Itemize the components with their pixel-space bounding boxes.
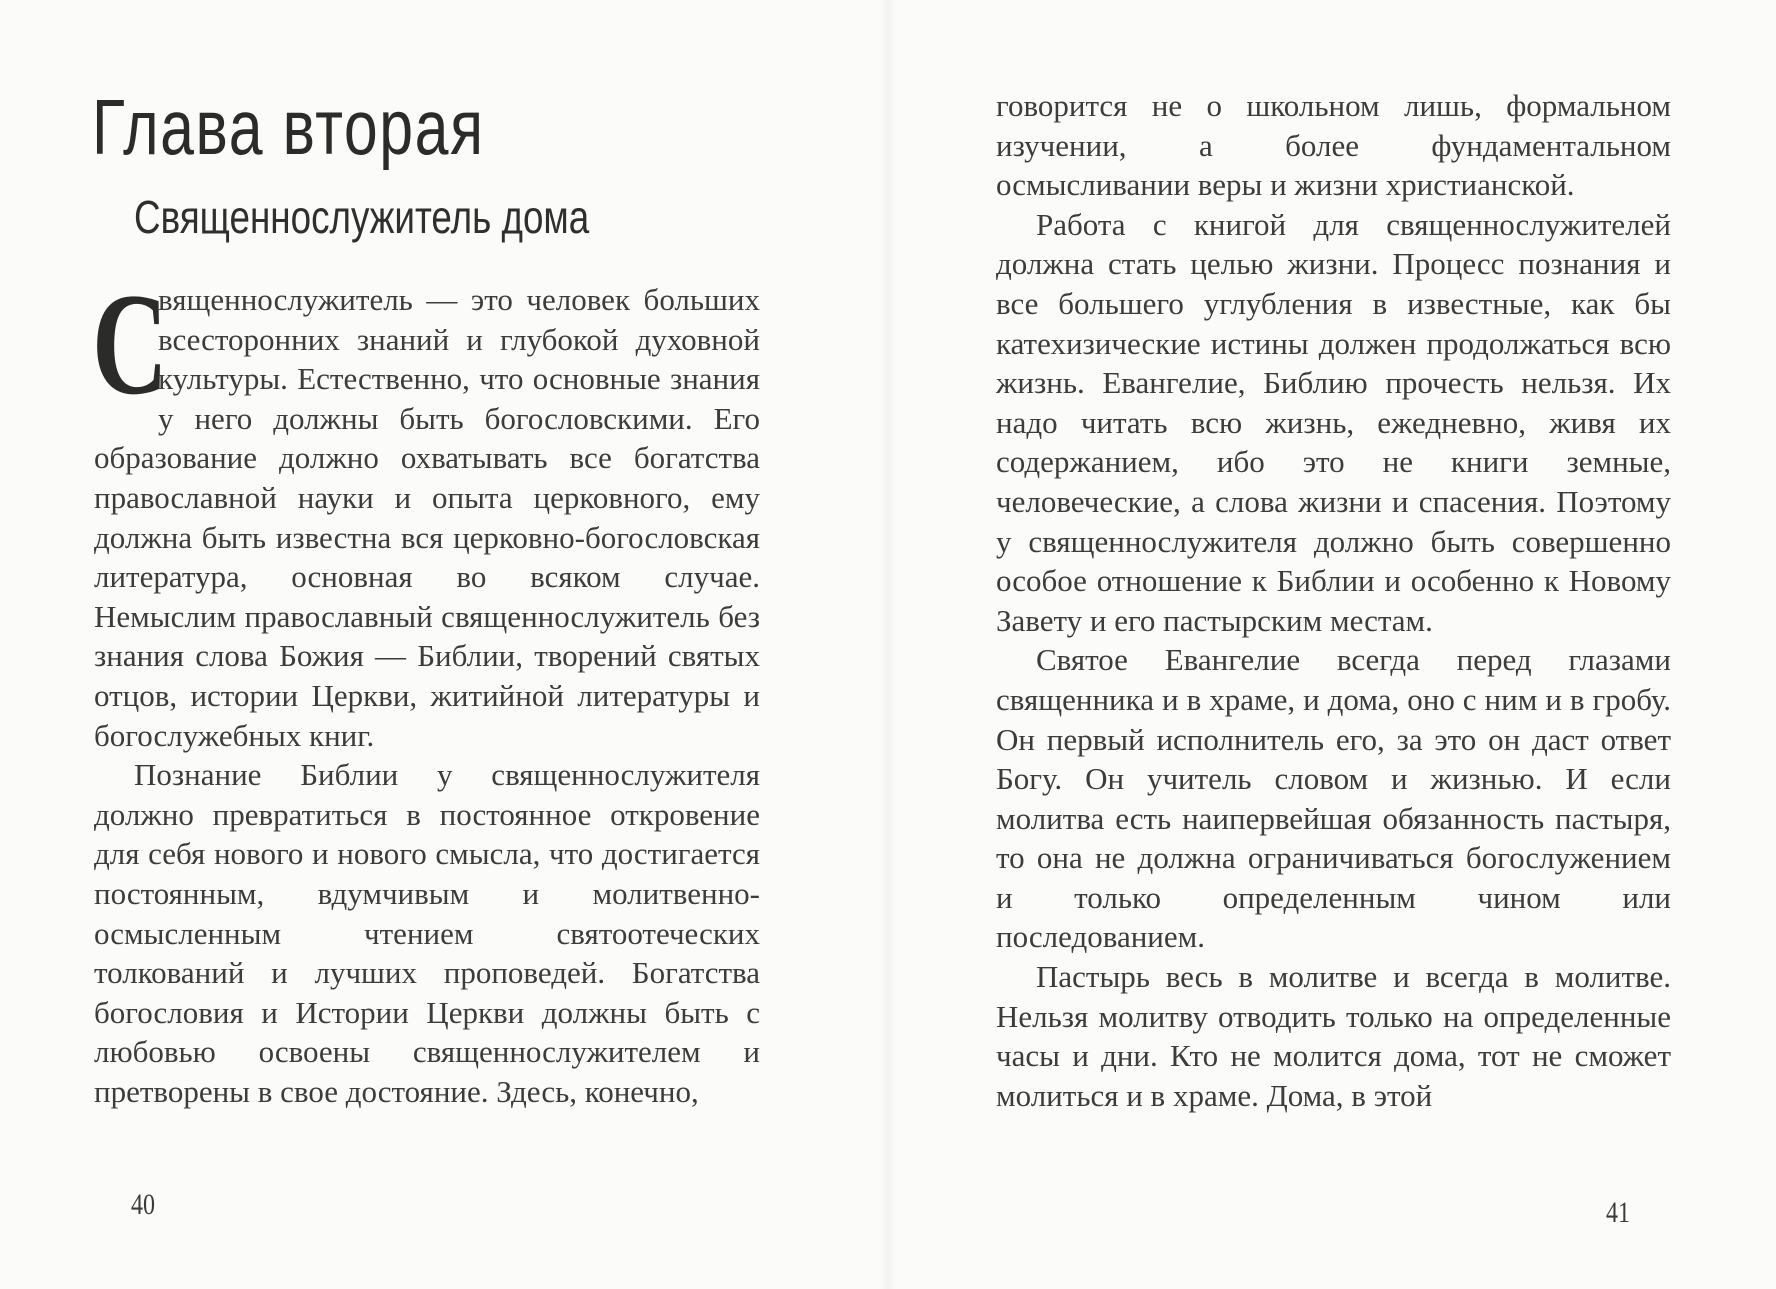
page-number: 41 <box>1606 1196 1630 1229</box>
paragraph-text: вященнослужитель — это человек больших всесторонних знаний и глубокой духовной культуры. Естественно, что основные знания у него должны быть богословскими. Его образование должно охватывать все богатства православной науки и опыта церковного, ему должна быть известна вся церковно-богословская литература, основная во всяком случае. Немыслим православный священнослужитель без знания слова Божия — Библии, творений святых отцов, истории Церкви, житийной литературы и богослужебных книг. <box>94 282 760 753</box>
drop-cap: С <box>92 263 168 425</box>
left-page-body <box>92 263 760 1111</box>
paragraph: Пастырь весь в молитве и всегда в молитве. Нельзя молитву отводить только на определенные часы и дни. Кто не молится дома, тот не сможет молиться и в храме. Дома, в этой <box>996 959 1671 1113</box>
paragraph: Познание Библии у священнослужителя должно превратиться в постоянное откровение для себя нового и нового смысла, что достигается постоянным, вдумчивым и молитвенно-осмысленным чтением святоотеческих толкований и лучших проповедей. Богатства богословия и Истории Церкви должны быть с любовью освоены священнослужителем и претворены в свое достояние. Здесь, конечно, <box>94 757 760 1109</box>
paragraph: говорится не о школьном лишь, формальном изучении, а более фундаментальном осмысливании веры и жизни христианской. <box>996 88 1671 203</box>
paragraph <box>92 263 760 755</box>
paragraph: Работа с книгой для священнослужителей должна стать целью жизни. Процесс познания и все большего углубления в известные, как бы катехизические истины должен продолжаться всю жизнь. Евангелие, Библию прочесть нельзя. Их надо читать всю жизнь, ежедневно, живя их содержанием, ибо это не книги земные, человеческие, а слова жизни и спасения. Поэтому у священнослужителя должно быть совершенно особое отношение к Библии и особенно к Новому Завету и его пастырским местам. <box>996 206 1671 638</box>
chapter-title: Глава вторая <box>92 83 485 171</box>
page-number: 40 <box>131 1188 155 1221</box>
paragraph: Святое Евангелие всегда перед глазами священника и в храме, и дома, оно с ним и в гробу. Он первый исполнитель его, за это он даст ответ Богу. Он учитель словом и жизнью. И если молитва есть наипервейшая обязанность пастыря, то она не должна ограничиваться богослужением и только определенным чином или последованием. <box>996 642 1671 955</box>
right-page-body <box>996 86 1671 1115</box>
chapter-subtitle: Священнослужитель дома <box>134 191 590 243</box>
